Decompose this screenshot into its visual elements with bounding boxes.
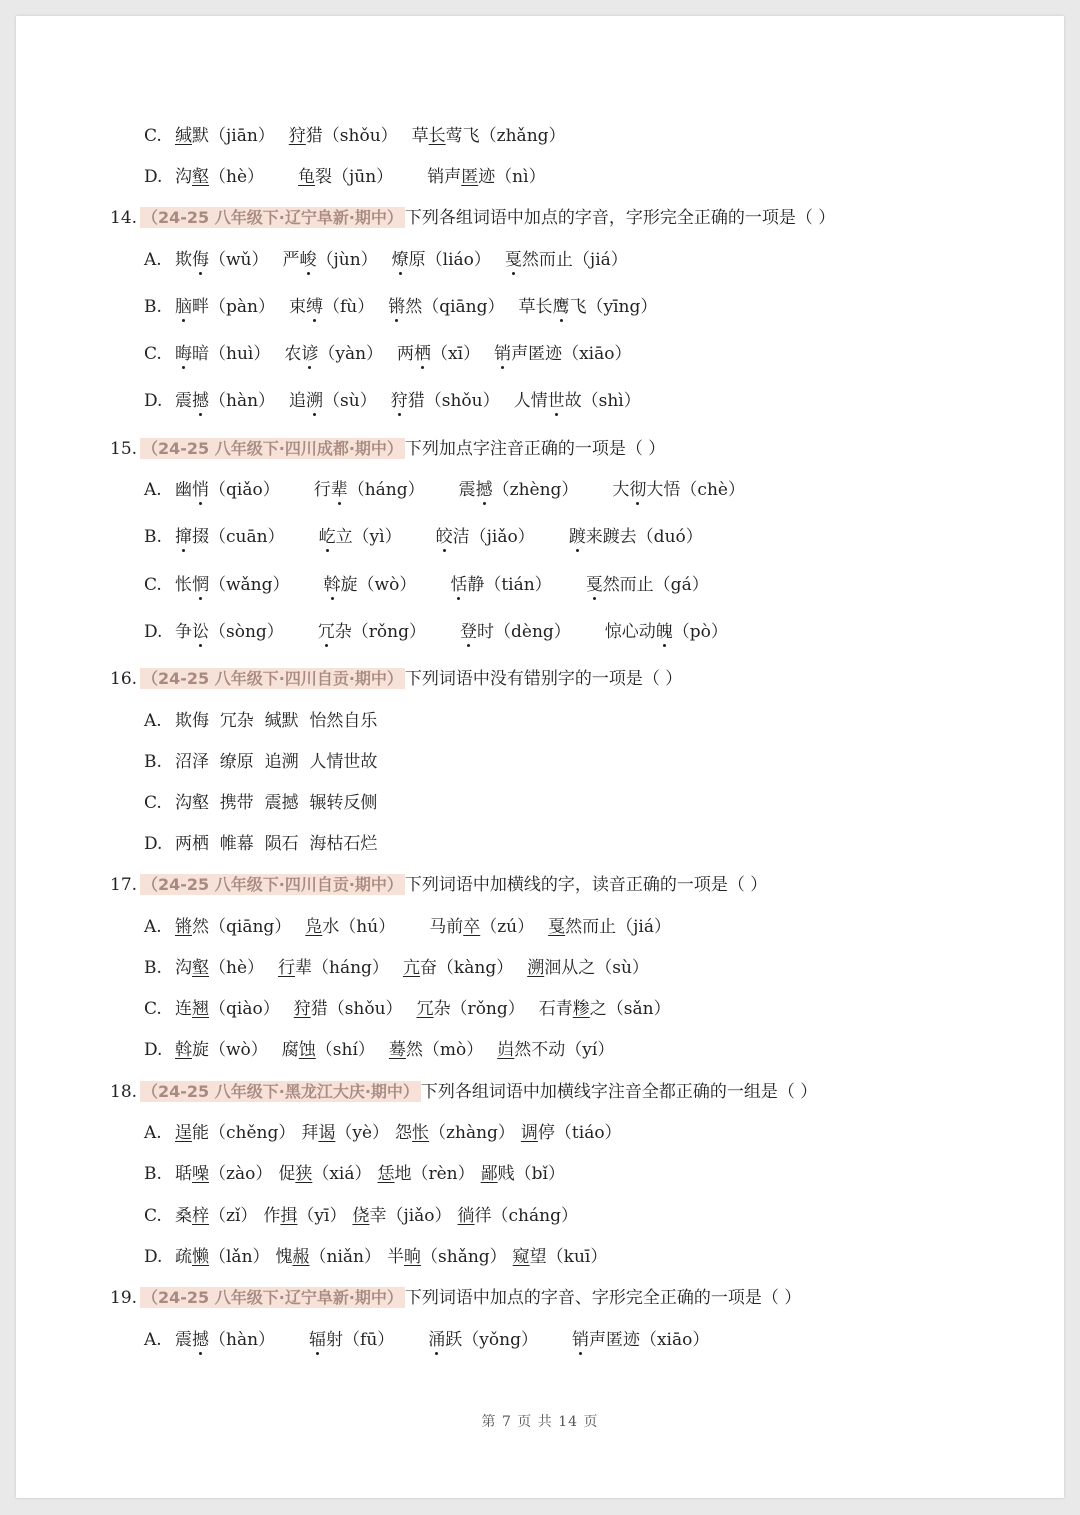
q18-option-c: C. 桑梓（zǐ） 作揖（yī） 侥幸（jiǎo） 徜徉（cháng）	[144, 1206, 578, 1226]
page-footer: 第 7 页 共 14 页	[481, 1414, 599, 1430]
question-19: 19. （24-25 八年级下·辽宁阜新·期中） 下列词语中加点的字音、字形完全正确的一项是（ ）	[110, 1288, 802, 1308]
q15-option-c: C. 怅惘（wǎng） 斡旋（wò） 恬静（tián） 戛然而止（gá）	[144, 575, 709, 595]
q14-option-d: D. 震撼（hàn） 追溯（sù） 狩猎（shǒu） 人情世故（shì）	[144, 391, 641, 411]
q16-option-d: D. 两栖 帷幕 陨石 海枯石烂	[144, 834, 378, 854]
q19-option-a: A. 震撼（hàn） 辐射（fū） 涌跃（yǒng） 销声匿迹（xiāo）	[144, 1330, 710, 1350]
source-tag: （24-25 八年级下·黑龙江大庆·期中）	[142, 1082, 419, 1101]
question-16: 16. （24-25 八年级下·四川自贡·期中） 下列词语中没有错别字的一项是（ ）	[110, 669, 683, 689]
q18-option-b: B. 聒噪（zào） 促狭（xiá） 恁地（rèn） 鄙贱（bǐ）	[144, 1164, 565, 1184]
q15-option-b: B. 撺掇（cuān） 屹立（yì） 皎洁（jiǎo） 踱来踱去（duó）	[144, 527, 703, 547]
source-tag: （24-25 八年级下·辽宁阜新·期中）	[142, 1288, 403, 1307]
q18-option-a: A. 逞能（chěng） 拜谒（yè） 怨怅（zhàng） 调停（tiáo）	[144, 1123, 622, 1143]
q14-option-a: A. 欺侮（wǔ） 严峻（jùn） 燎原（liáo） 戛然而止（jiá）	[144, 250, 628, 270]
q17-option-c: C. 连翘（qiào） 狩猎（shǒu） 冗杂（rǒng） 石青糁之（sǎn）	[144, 999, 671, 1019]
q13-option-d: D. 沟壑（hè） 龟裂（jūn） 销声匿迹（nì）	[144, 167, 546, 187]
document-page	[16, 16, 1064, 1498]
q17-option-b: B. 沟壑（hè） 行辈（háng） 亢奋（kàng） 溯洄从之（sù）	[144, 958, 649, 978]
q15-option-d: D. 争讼（sòng） 冗杂（rǒng） 登时（dèng） 惊心动魄（pò）	[144, 622, 728, 642]
q13-option-c: C. 缄默（jiān） 狩猎（shǒu） 草长莺飞（zhǎng）	[144, 126, 566, 146]
question-14: 14. （24-25 八年级下·辽宁阜新·期中） 下列各组词语中加点的字音，字形完全正确的一项是（ ）	[110, 208, 836, 228]
q18-option-d: D. 疏懒（lǎn） 愧赧（niǎn） 半晌（shǎng） 窥望（kuī）	[144, 1247, 608, 1267]
source-tag: （24-25 八年级下·四川自贡·期中）	[142, 875, 403, 894]
q15-option-a: A. 幽悄（qiǎo） 行辈（háng） 震撼（zhèng） 大彻大悟（chè）	[144, 480, 745, 500]
source-tag: （24-25 八年级下·辽宁阜新·期中）	[142, 208, 403, 227]
question-18: 18. （24-25 八年级下·黑龙江大庆·期中） 下列各组词语中加横线字注音全都正确的一组是（ ）	[110, 1082, 818, 1102]
q14-option-c: C. 晦暗（huì） 农谚（yàn） 两栖（xī） 销声匿迹（xiāo）	[144, 344, 632, 364]
source-tag: （24-25 八年级下·四川自贡·期中）	[142, 669, 403, 688]
source-tag: （24-25 八年级下·四川成都·期中）	[142, 439, 403, 458]
q16-option-c: C. 沟壑 携带 震撼 辗转反侧	[144, 793, 378, 813]
q17-option-a: A. 锵然（qiāng） 凫水（hú） 马前卒（zú） 戛然而止（jiá）	[144, 917, 671, 937]
q16-option-b: B. 沼泽 缭原 追溯 人情世故	[144, 752, 378, 772]
q14-option-b: B. 脑畔（pàn） 束缚（fù） 锵然（qiāng） 草长鹰飞（yīng）	[144, 297, 658, 317]
q17-option-d: D. 斡旋（wò） 腐蚀（shí） 蓦然（mò） 岿然不动（yí）	[144, 1040, 615, 1060]
q16-option-a: A. 欺侮 冗杂 缄默 怡然自乐	[144, 711, 378, 731]
question-15: 15. （24-25 八年级下·四川成都·期中） 下列加点字注音正确的一项是（ ）	[110, 439, 666, 459]
question-17: 17. （24-25 八年级下·四川自贡·期中） 下列词语中加横线的字，读音正确的一项是（ ）	[110, 875, 768, 895]
